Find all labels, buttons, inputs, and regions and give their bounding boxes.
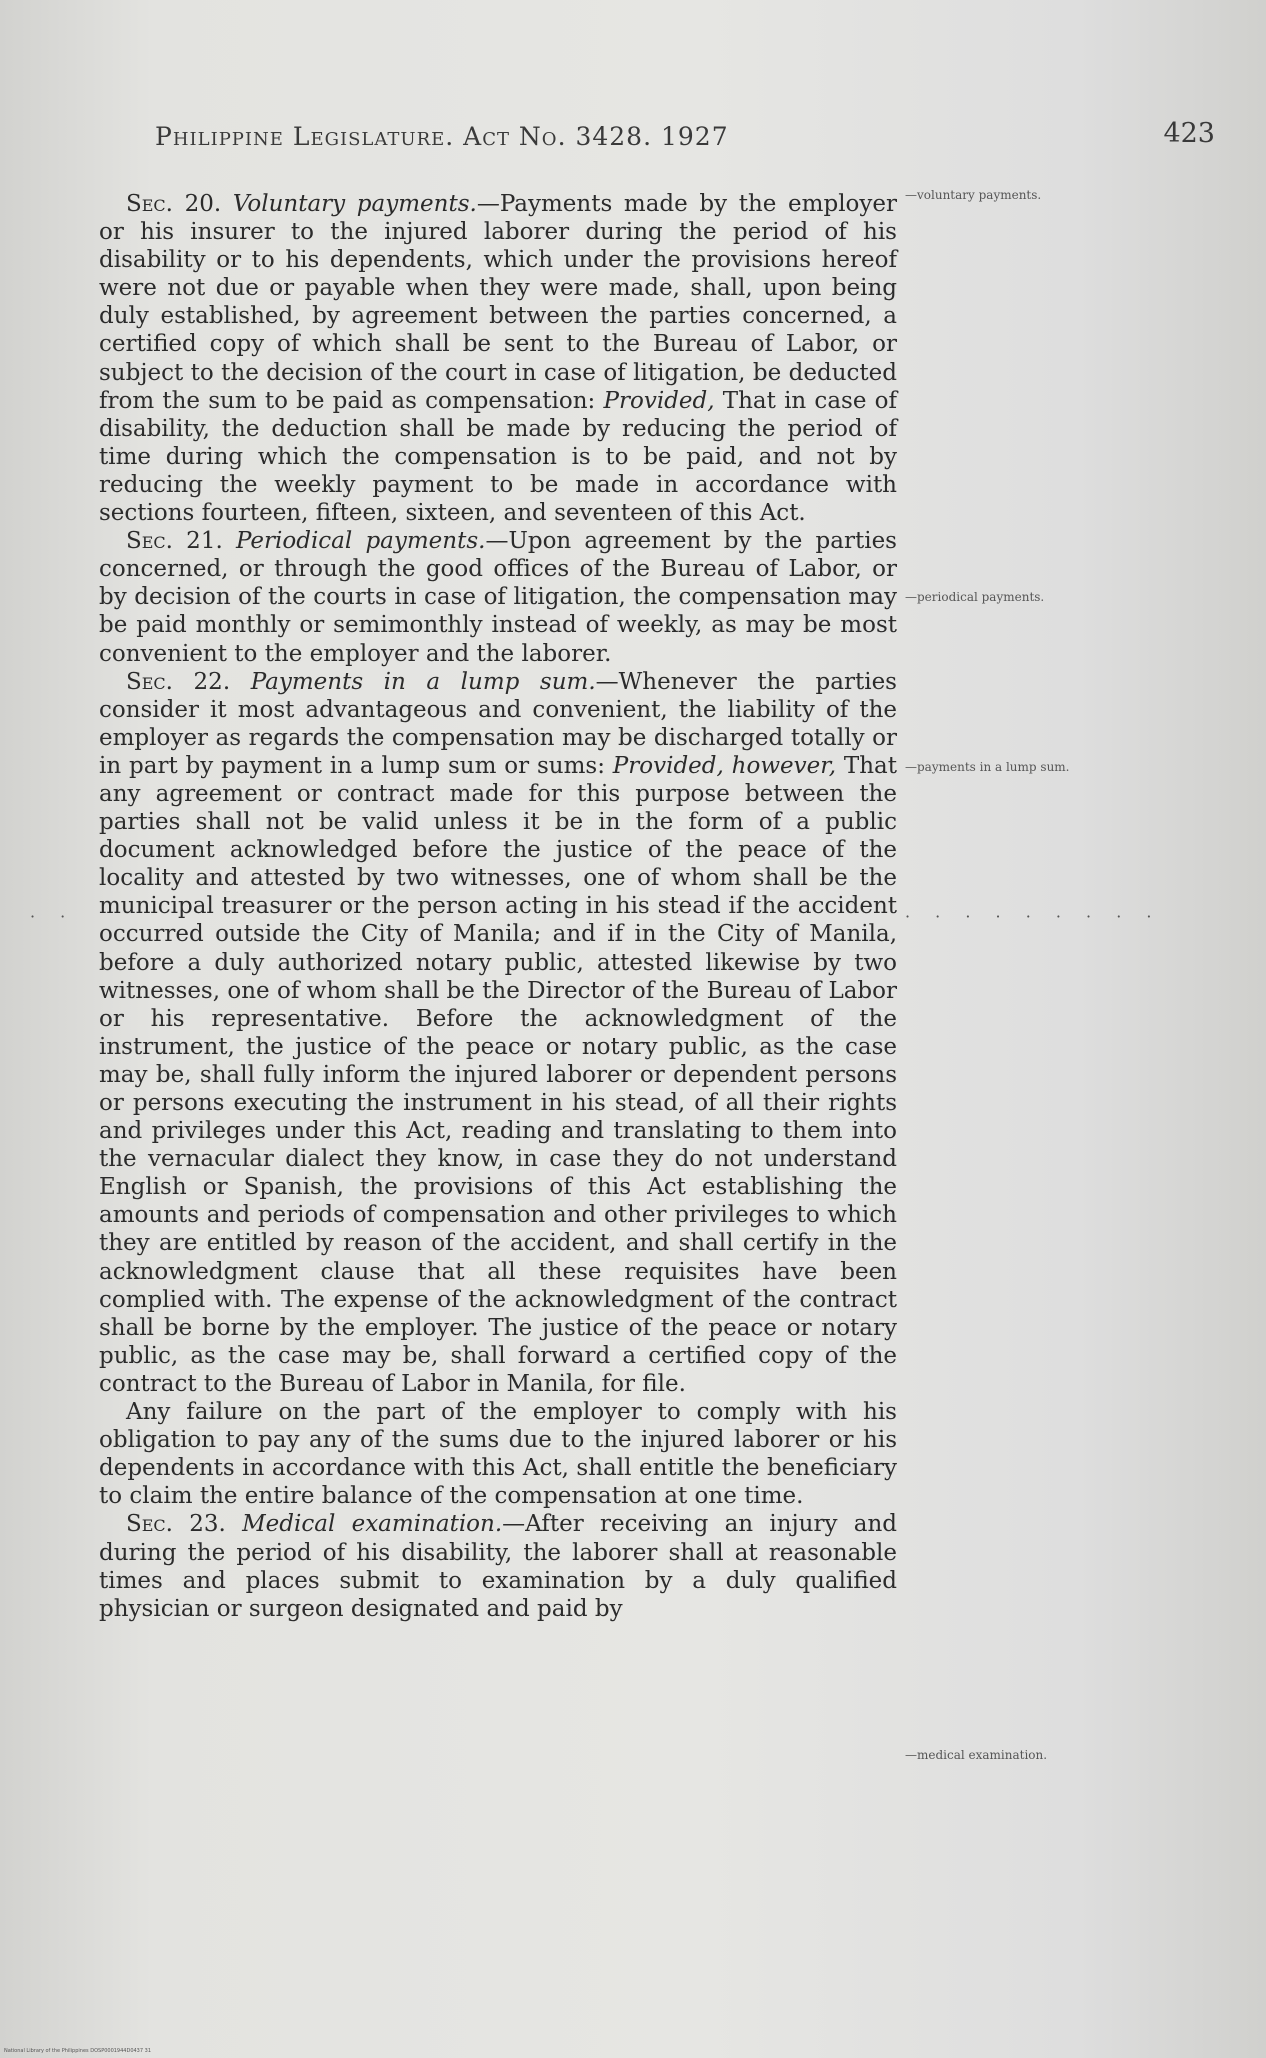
section-title: Payments in a lump sum.	[250, 668, 596, 695]
section-title: Periodical payments.	[235, 528, 486, 555]
section-text: That any agreement or contract made for this purpose between the parties shall not be valid unless it be in the form of a public document acknowledged before the justice of the peace of the locality and attested by two witnesses, one of whom shall be the municipal treasurer or the person acting in his stead if the accident occurred outside the City of Manila; and if in the City of Manila, before a duly authorized notary public, attested likewise by two witnesses, one of whom shall be the Director of the Bureau of Labor or his representative. Before the acknowledgment of the instrument, the justice of the peace or notary public, as the case may be, shall fully inform the injured laborer or dependent persons or persons executing the instrument in his stead, of all their rights and privileges under this Act, reading and translating to them into the vernacular dialect they know, in case they do not understand English or Spanish, the provisions of this Act establishing the amounts and periods of compensation and other privileges to which they are entitled by reason of the accident, and shall certify in the acknowledgment clause that all these requisites have been complied with. The expense of the acknowledgment of the contract shall be borne by the employer. The justice of the peace or notary public, as the case may be, shall forward a certified copy of the contract to the Bureau of Labor in Manila, for file.	[99, 752, 897, 1397]
proviso: Provided, however,	[612, 752, 837, 779]
margin-note-periodical-payments: —periodical payments.	[905, 590, 1045, 604]
section-number: Sec. 22.	[126, 668, 231, 695]
section-number: Sec. 23.	[126, 1511, 226, 1538]
section-text: —Whenever the parties consider it most advantageous and convenient, the liability of the employer as regards the compensation may be discharged totally or in part by payment in a lump sum or sums:	[99, 668, 897, 779]
section-number: Sec. 21.	[126, 528, 223, 555]
dotted-rule-left: · ·	[30, 907, 76, 926]
scan-footer-id: National Library of the Philippines DOSP0001944D0437 31	[4, 2048, 151, 2054]
margin-note-lump-sum: —payments in a lump sum.	[905, 760, 1070, 774]
section-21	[99, 527, 897, 667]
section-22	[99, 668, 897, 1398]
margin-note-voluntary-payments: —voluntary payments.	[905, 188, 1042, 202]
dotted-rule-right: · · · · · · · · ·	[905, 907, 1162, 926]
document-body	[99, 190, 897, 1623]
section-title: Voluntary payments.	[232, 191, 477, 217]
section-text: That in case of disability, the deduction shall be made by reducing the period of time during which the compensation is to be paid, and not by reducing the weekly payment to be made in accordance with sections fourteen, fifteen, sixteen, and seventeen of this Act.	[99, 387, 897, 527]
section-text: —Payments made by the employer or his insurer to the injured laborer during the period of his disability or to his dependents, which under the provisions hereof were not due or payable when they were made, shall, upon being duly established, by agreement between the parties concerned, a certified copy of which shall be sent to the Bureau of Labor, or subject to the decision of the court in case of litigation, be deducted from the sum to be paid as compensation:	[99, 191, 898, 414]
margin-note-medical-examination: —medical examination.	[905, 1748, 1048, 1762]
section-22-paragraph-2: Any failure on the part of the employer to comply with his obligation to pay any of the sums due to the injured laborer or his dependents in accordance with this Act, shall entitle the beneficiary to claim the entire balance of the compensation at one time.	[99, 1399, 897, 1510]
section-text: —Upon agreement by the parties concerned, or through the good offices of the Bureau of Labor, or by decision of the courts in case of litigation, the compensation may be paid monthly or semimonthly instead of weekly, as may be most convenient to the employer and the laborer.	[99, 528, 897, 667]
running-head: Philippine Legislature. Act No. 3428. 1927	[155, 122, 729, 151]
proviso: Provided,	[603, 387, 715, 414]
section-number: Sec. 20.	[126, 191, 222, 217]
page-header	[155, 118, 1215, 158]
page-number: 423	[1163, 118, 1215, 149]
section-title: Medical examination.	[242, 1511, 503, 1538]
section-23	[99, 1510, 897, 1622]
section-text: —After receiving an injury and during the period of his disability, the laborer shall at reasonable times and places submit to examination by a duly qualified physician or surgeon designated and paid by	[99, 1511, 897, 1622]
section-20	[99, 190, 897, 527]
